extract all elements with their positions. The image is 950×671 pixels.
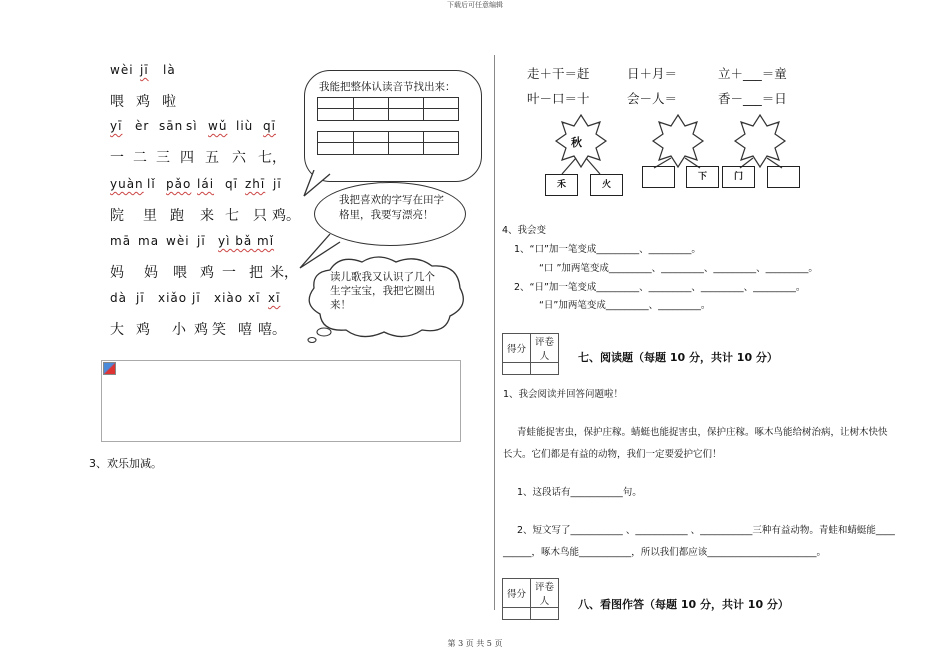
cloud-bubble-text: 读儿歌我又认识了几个生字宝宝，我把它圈出来！ <box>330 271 435 311</box>
score-label: 得分 <box>503 579 531 608</box>
equation-6: 香－___＝日 <box>718 91 787 106</box>
hanzi-character: 啦 <box>162 94 176 110</box>
hanzi-character: 嘻 <box>238 322 252 338</box>
pinyin-syllable: xiǎo <box>158 291 188 305</box>
pinyin-syllable: wèi <box>166 234 190 248</box>
pinyin-syllable: dà <box>110 291 127 305</box>
section-8-title: 八、看图作答（每题 10 分，共计 10 分） <box>578 598 789 611</box>
star-1-label: 秋 <box>571 136 582 149</box>
box-he: 禾 <box>545 174 578 196</box>
pinyin-syllable: sì <box>186 119 198 133</box>
pinyin-syllable: qī <box>225 177 238 191</box>
hanzi-character: 五 <box>205 150 219 166</box>
q4-title: 4、我会变 <box>502 225 547 236</box>
column-divider <box>494 55 495 610</box>
image-placeholder <box>101 360 461 442</box>
equation-5: 会－人＝ <box>627 91 678 106</box>
pinyin-syllable: liù <box>236 119 254 133</box>
pinyin-syllable: pǎo <box>166 177 192 191</box>
pinyin-syllable: mā <box>110 234 132 248</box>
grader-cell[interactable] <box>531 608 559 620</box>
hanzi-character: 四 <box>180 150 194 166</box>
star-3 <box>735 115 785 168</box>
s7-sub-2b: ______，啄木鸟能___________，所以我们都应该_______________________。 <box>503 547 827 558</box>
score-box-8 <box>502 578 559 620</box>
pinyin-syllable: yī <box>110 119 123 133</box>
s7-passage-1: 青蛙能捉害虫，保护庄稼。蜻蜓也能捉害虫，保护庄稼。啄木鸟能给树治病，让树木快快 <box>517 427 888 438</box>
pinyin-syllable: qī <box>263 119 276 133</box>
q4-line-3: 2、“日”加一笔变成_________、_________、_________、_________。 <box>514 282 806 293</box>
hanzi-character: 笑 <box>212 322 226 338</box>
pinyin-syllable: lǐ <box>147 177 156 191</box>
bubble-pinyin-task <box>304 70 482 182</box>
question-3-label: 3、欢乐加减。 <box>89 457 162 470</box>
answer-grid-2 <box>317 131 459 155</box>
box-huo: 火 <box>590 174 623 196</box>
box-blank-2[interactable] <box>767 166 800 188</box>
hanzi-character: 三 <box>156 150 170 166</box>
pinyin-syllable: yì bǎ mǐ <box>218 234 275 248</box>
hanzi-character: 里 <box>143 208 157 224</box>
pinyin-syllable: jī <box>192 291 201 305</box>
broken-image-icon <box>103 362 116 375</box>
hanzi-character: 喂 <box>110 94 124 110</box>
hanzi-character: 鸡。 <box>272 208 300 224</box>
equation-3: 立＋___＝童 <box>718 66 787 81</box>
hanzi-character: 大 <box>110 322 124 338</box>
pinyin-syllable: wǔ <box>208 119 228 133</box>
hanzi-character: 一 <box>222 265 236 281</box>
hanzi-character: 七， <box>258 150 286 166</box>
star-2 <box>653 115 703 168</box>
hanzi-character: 来 <box>200 208 214 224</box>
hanzi-character: 鸡 <box>200 265 214 281</box>
q4-line-4: “日”加两笔变成_________、_________。 <box>539 300 711 311</box>
hanzi-character: 只 <box>253 208 267 224</box>
score-cell[interactable] <box>503 363 531 375</box>
score-box-7 <box>502 333 559 375</box>
header-note: 下载后可任意编辑 <box>447 1 503 9</box>
hanzi-character: 鸡 <box>136 322 150 338</box>
pinyin-syllable: lái <box>197 177 215 191</box>
box-xia: 下 <box>686 166 719 188</box>
hanzi-character: 鸡 <box>194 322 208 338</box>
grader-cell[interactable] <box>531 363 559 375</box>
pinyin-syllable: xī <box>248 291 261 305</box>
grader-label: 评卷人 <box>531 579 559 608</box>
equation-2: 日＋月＝ <box>627 66 678 81</box>
score-label: 得分 <box>503 334 531 363</box>
equation-1: 走＋干＝赶 <box>527 66 590 81</box>
hanzi-character: 嘻。 <box>258 322 286 338</box>
s7-sub-1: 1、这段话有___________句。 <box>517 487 642 498</box>
bubble-pinyin-text: 我能把整体认读音节找出来： <box>319 81 456 93</box>
pinyin-syllable: zhī <box>245 177 266 191</box>
pinyin-syllable: èr <box>135 119 150 133</box>
pinyin-syllable: jī <box>197 234 206 248</box>
hanzi-character: 跑 <box>170 208 184 224</box>
hanzi-character: 院 <box>110 208 124 224</box>
pinyin-syllable: là <box>163 63 176 77</box>
hanzi-character: 六 <box>232 150 246 166</box>
pinyin-syllable: jī <box>273 177 282 191</box>
equation-4: 叶－口＝十 <box>527 91 590 106</box>
q4-line-2: “口 ”加两笔变成_________、_________、_________、_________。 <box>539 263 818 274</box>
s7-passage-2: 长大。它们都是有益的动物，我们一定要爱护它们！ <box>503 449 722 460</box>
grader-label: 评卷人 <box>531 334 559 363</box>
pinyin-syllable: yuàn <box>110 177 144 191</box>
pinyin-syllable: jī <box>140 63 149 77</box>
pinyin-syllable: wèi <box>110 63 134 77</box>
answer-grid-1 <box>317 97 459 121</box>
hanzi-character: 米， <box>270 265 298 281</box>
hanzi-character: 鸡 <box>136 94 150 110</box>
pinyin-syllable: jī <box>136 291 145 305</box>
s7-q1: 1、我会阅读并回答问题啦！ <box>503 389 624 400</box>
section-7-title: 七、阅读题（每题 10 分，共计 10 分） <box>578 351 778 364</box>
hanzi-character: 妈 <box>144 265 158 281</box>
hanzi-character: 小 <box>172 322 186 338</box>
pinyin-syllable: xiào <box>214 291 244 305</box>
pinyin-syllable: sān <box>159 119 184 133</box>
hanzi-character: 七 <box>225 208 239 224</box>
s7-sub-2a: 2、短文写了___________ 、___________ 、___________三种有益动物。青蛙和蜻蜓能____ <box>517 525 895 536</box>
hanzi-character: 喂 <box>173 265 187 281</box>
bubble-writing-text: 我把喜欢的字写在田字格里，我要写漂亮！ <box>339 194 444 221</box>
score-cell[interactable] <box>503 608 531 620</box>
box-blank-1[interactable] <box>642 166 675 188</box>
hanzi-character: 妈 <box>110 265 124 281</box>
box-men: 门 <box>722 166 755 188</box>
hanzi-character: 二 <box>133 150 147 166</box>
pinyin-syllable: ma <box>138 234 160 248</box>
hanzi-character: 一 <box>110 150 124 166</box>
pinyin-syllable: xī <box>268 291 281 305</box>
q4-line-1: 1、“口”加一笔变成_________、_________。 <box>514 244 701 255</box>
hanzi-character: 把 <box>249 265 263 281</box>
page-footer: 第 3 页 共 5 页 <box>447 639 503 648</box>
